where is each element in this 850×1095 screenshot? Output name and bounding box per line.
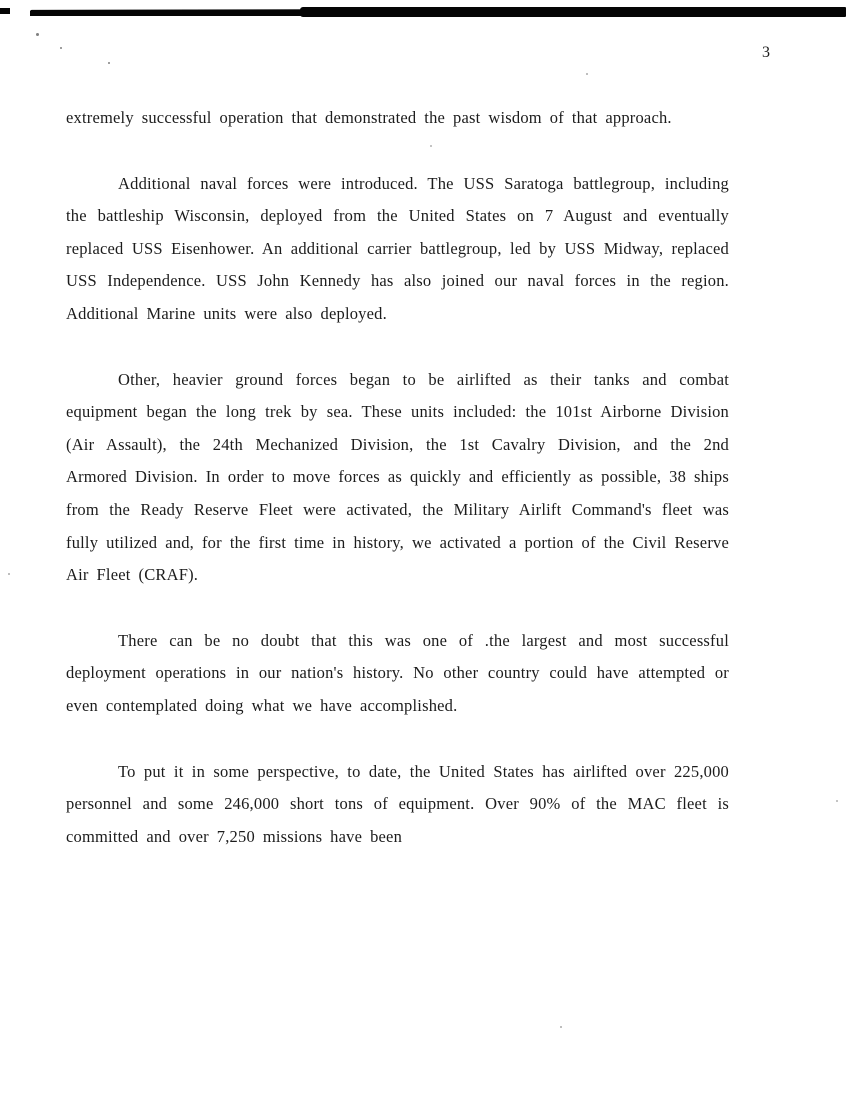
scan-speck bbox=[836, 800, 838, 802]
paragraph-ground-forces: Other, heavier ground forces began to be airlifted as their tanks and combat equipment began the long trek by sea. These units included: the 101st Airborne Division (Air Assault), the 24th Mechanized Division, the 1st Cavalry Division, and the 2nd Armored Division. In order to move forces as quickly and efficiently as possible, 38 ships from the Ready Reserve Fleet were activated, the Military Airlift Command's fleet was fully utilized and, for the first time in history, we activated a portion of the Civil Reserve Air Fleet (CRAF). bbox=[66, 369, 729, 585]
paragraph-deployment-scale: There can be no doubt that this was one of .the largest and most successful deployment operations in our nation's history. No other country could have attempted or even contemplated doing what we have accomplished. bbox=[66, 630, 729, 715]
scan-edge-artifact bbox=[0, 8, 10, 14]
document-body bbox=[66, 102, 729, 886]
paragraph-naval-forces: Additional naval forces were introduced. The USS Saratoga battlegroup, including the battleship Wisconsin, deployed from the United States on 7 August and eventually replaced USS Eisenhower. An additional carrier battlegroup, led by USS Midway, replaced USS Independence. USS John Kennedy has also joined our naval forces in the region. Additional Marine units were also deployed. bbox=[66, 173, 729, 323]
scan-speck bbox=[560, 1026, 562, 1028]
scan-speck bbox=[108, 62, 110, 64]
paragraph-continuation: extremely successful operation that demonstrated the past wisdom of that approach. bbox=[66, 108, 672, 127]
scan-speck bbox=[60, 47, 62, 49]
scan-speck bbox=[586, 73, 588, 75]
scan-speck bbox=[36, 33, 39, 36]
scan-edge-artifact bbox=[30, 11, 330, 16]
scan-edge-artifact bbox=[300, 7, 846, 17]
page-number: 3 bbox=[762, 44, 771, 61]
paragraph-perspective: To put it in some perspective, to date, the United States has airlifted over 225,000 personnel and some 246,000 short tons of equipment. Over 90% of the MAC fleet is committed and over 7,250 missions have been bbox=[66, 761, 729, 846]
scan-speck bbox=[8, 573, 10, 575]
